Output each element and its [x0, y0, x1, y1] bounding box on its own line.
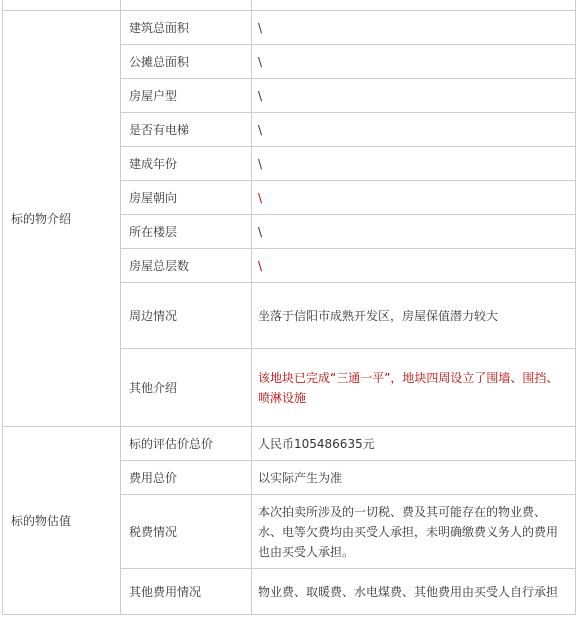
row-value: \: [252, 147, 576, 181]
row-value: 该地块已完成“三通一平”，地块四周设立了围墙、围挡、喷淋设施: [252, 349, 576, 427]
row-label: 费用总价: [121, 461, 252, 495]
row-value: 本次拍卖所涉及的一切税、费及其可能存在的物业费、水、电等欠费均由买受人承担，未明确缴费义务人的费用也由买受人承担。: [252, 495, 576, 569]
row-label: 房屋朝向: [121, 181, 252, 215]
section-title-valuation: 标的物估值: [3, 427, 121, 615]
row-label: 所在楼层: [121, 215, 252, 249]
row-label: 建筑总面积: [121, 11, 252, 45]
row-value: 人民币105486635元: [252, 427, 576, 461]
row-value: \: [252, 45, 576, 79]
row-label: 周边情况: [121, 283, 252, 349]
row-value: \: [252, 249, 576, 283]
row-value: \: [252, 11, 576, 45]
auction-info-table: [2, 0, 576, 615]
table-row: [3, 427, 576, 461]
row-label: 其他费用情况: [121, 569, 252, 615]
row-value: \: [252, 215, 576, 249]
row-value: 物业费、取暖费、水电煤费、其他费用由买受人自行承担: [252, 569, 576, 615]
row-label: 标的评估价总价: [121, 427, 252, 461]
table-row: [3, 11, 576, 45]
row-value: \: [252, 113, 576, 147]
row-label: 房屋总层数: [121, 249, 252, 283]
row-value: 以实际产生为准: [252, 461, 576, 495]
row-label: 税费情况: [121, 495, 252, 569]
row-value: \: [252, 181, 576, 215]
row-value: 坐落于信阳市成熟开发区，房屋保值潜力较大: [252, 283, 576, 349]
row-label: 房屋户型: [121, 79, 252, 113]
row-value: \: [252, 79, 576, 113]
row-label: 其他介绍: [121, 349, 252, 427]
row-label: 公摊总面积: [121, 45, 252, 79]
row-label: 是否有电梯: [121, 113, 252, 147]
row-label: 建成年份: [121, 147, 252, 181]
table-spacer-row: [3, 0, 576, 11]
section-title-intro: 标的物介绍: [3, 11, 121, 427]
